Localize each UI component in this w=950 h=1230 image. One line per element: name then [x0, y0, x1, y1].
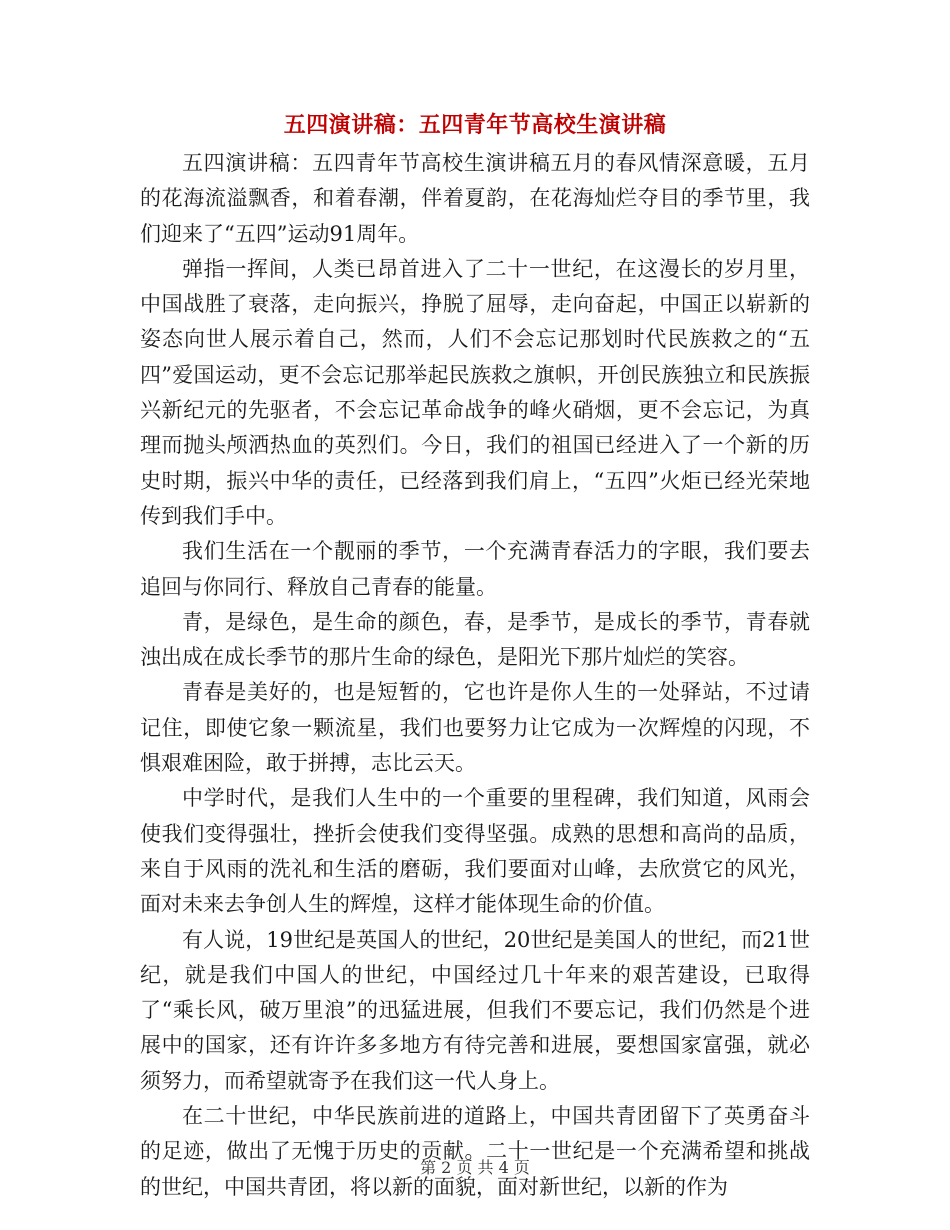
paragraph: 中学时代，是我们人生中的一个重要的里程碑，我们知道，风雨会使我们变得强壮，挫折会使我们变得坚强。成熟的思想和高尚的品质，来自于风雨的洗礼和生活的磨砺，我们要面对山峰，去欣赏它的风光，面对未来去争创人生的辉煌，这样才能体现生命的价值。	[140, 786, 810, 917]
paragraph: 五四演讲稿：五四青年节高校生演讲稿五月的春风情深意暖，五月的花海流溢飘香，和着春潮，伴着夏韵，在花海灿烂夺目的季节里，我们迎来了“五四”运动91周年。	[140, 151, 810, 246]
paragraph: 弹指一挥间，人类已昂首进入了二十一世纪，在这漫长的岁月里，中国战胜了衰落，走向振兴，挣脱了屈辱，走向奋起，中国正以崭新的姿态向世人展示着自己，然而，人们不会忘记那划时代民族救之的“五四”爱国运动，更不会忘记那举起民族救之旗帜，开创民族独立和民族振兴新纪元的先驱者，不会忘记革命战争的峰火硝烟，更不会忘记，为真理而抛头颅洒热血的英烈们。今日，我们的祖国已经进入了一个新的历史时期，振兴中华的责任，已经落到我们肩上，“五四”火炬已经光荣地传到我们手中。	[140, 256, 810, 528]
page-number-footer: 第 2 页 共 4 页	[420, 1158, 530, 1177]
document-body	[140, 146, 810, 1205]
document-title: 五四演讲稿：五四青年节高校生演讲稿	[283, 112, 667, 138]
paragraph: 青，是绿色，是生命的颜色，春，是季节，是成长的季节，青春就浊出成在成长季节的那片生命的绿色，是阳光下那片灿烂的笑容。	[140, 609, 810, 670]
paragraph: 我们生活在一个靓丽的季节，一个充满青春活力的字眼，我们要去追回与你同行、释放自己青春的能量。	[140, 539, 810, 599]
paragraph: 青春是美好的，也是短暂的，它也许是你人生的一处驿站，不过请记住，即使它象一颗流星，我们也要努力让它成为一次辉煌的闪现，不惧艰难困险，敢于拼搏，志比云天。	[140, 680, 810, 776]
paragraph: 在二十世纪，中华民族前进的道路上，中国共青团留下了英勇奋斗的足迹，做出了无愧于历史的贡献。二十一世纪是一个充满希望和挑战的世纪，中国共青团，将以新的面貌，面对新世纪，以新的作为	[140, 1104, 810, 1199]
paragraph: 有人说，19世纪是英国人的世纪，20世纪是美国人的世纪，而21世纪，就是我们中国人的世纪，中国经过几十年来的艰苦建设，已取得了“乘长风，破万里浪”的迅猛进展，但我们不要忘记，我们仍然是个进展中的国家，还有许许多多地方有待完善和进展，要想国家富强，就必须努力，而希望就寄予在我们这一代人身上。	[140, 927, 810, 1093]
